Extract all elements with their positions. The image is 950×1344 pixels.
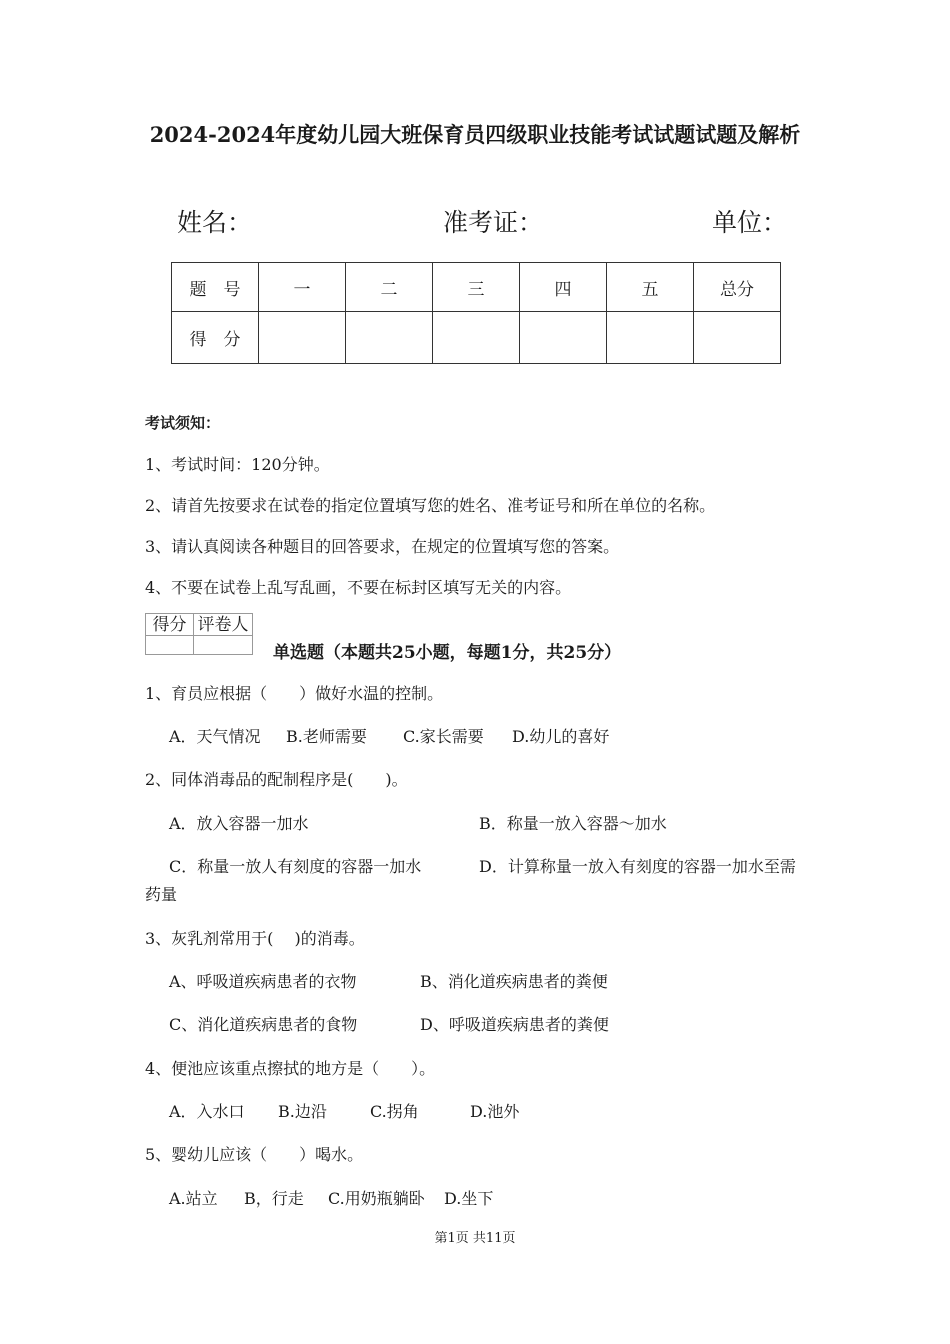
option: A．天气情况 bbox=[169, 727, 261, 746]
score-cell bbox=[259, 312, 346, 364]
unit-label: 单位： bbox=[712, 208, 788, 237]
question-stem: 2、同体消毒品的配制程序是( )。 bbox=[145, 770, 408, 789]
notice-title: 考试须知： bbox=[145, 414, 221, 432]
score-header-cell: 二 bbox=[346, 263, 433, 312]
option-continuation: 药量 bbox=[145, 885, 178, 904]
notice-item: 3、请认真阅读各种题目的回答要求，在规定的位置填写您的答案。 bbox=[145, 537, 620, 556]
page-footer: 第1页 共11页 bbox=[434, 1231, 516, 1246]
option: C.家长需要 bbox=[403, 727, 484, 746]
grader-score-cell bbox=[146, 636, 194, 655]
option: C．称量一放人有刻度的容器一加水 bbox=[169, 857, 422, 876]
option: B.边沿 bbox=[278, 1102, 327, 1121]
grader-label: 评卷人 bbox=[194, 614, 253, 636]
option: C、消化道疾病患者的食物 bbox=[169, 1015, 358, 1034]
score-cell bbox=[520, 312, 607, 364]
option: B、消化道疾病患者的粪便 bbox=[420, 972, 608, 991]
option: A、呼吸道疾病患者的衣物 bbox=[169, 972, 357, 991]
section-title: 单选题（本题共25小题，每题1分，共25分） bbox=[273, 643, 622, 663]
option: B.老师需要 bbox=[286, 727, 367, 746]
option: A.站立 bbox=[169, 1189, 218, 1208]
score-cell bbox=[346, 312, 433, 364]
document-title: 2024-2024年度幼儿园大班保育员四级职业技能考试试题试题及解析 bbox=[149, 122, 801, 147]
option: D.池外 bbox=[470, 1102, 520, 1121]
score-row-label: 得 分 bbox=[172, 312, 259, 364]
option: C.用奶瓶躺卧 bbox=[328, 1189, 425, 1208]
option: C.拐角 bbox=[370, 1102, 419, 1121]
score-header-cell: 总分 bbox=[694, 263, 781, 312]
exam-id-label: 准考证： bbox=[443, 208, 544, 237]
question-stem: 3、灰乳剂常用于( )的消毒。 bbox=[145, 929, 365, 948]
score-header-cell: 五 bbox=[607, 263, 694, 312]
option: B，行走 bbox=[244, 1189, 304, 1208]
option: D．计算称量一放入有刻度的容器一加水至需 bbox=[479, 857, 796, 876]
option: D.坐下 bbox=[444, 1189, 494, 1208]
option: A．入水口 bbox=[169, 1102, 245, 1121]
option: B．称量一放入容器～加水 bbox=[479, 814, 667, 833]
grader-box bbox=[145, 613, 253, 655]
score-header-cell: 三 bbox=[433, 263, 520, 312]
question-stem: 1、育员应根据（ ）做好水温的控制。 bbox=[145, 684, 444, 703]
score-table bbox=[171, 262, 781, 364]
question-stem: 5、婴幼儿应该（ ）喝水。 bbox=[145, 1145, 364, 1164]
question-stem: 4、便池应该重点擦拭的地方是（ ）。 bbox=[145, 1059, 436, 1078]
grader-name-cell bbox=[194, 636, 253, 655]
score-header-cell: 四 bbox=[520, 263, 607, 312]
score-cell bbox=[694, 312, 781, 364]
notice-item: 4、不要在试卷上乱写乱画，不要在标封区填写无关的内容。 bbox=[145, 578, 572, 597]
notice-item: 1、考试时间：120分钟。 bbox=[145, 455, 330, 474]
option: D.幼儿的喜好 bbox=[512, 727, 610, 746]
score-cell bbox=[433, 312, 520, 364]
score-header-cell: 题 号 bbox=[172, 263, 259, 312]
name-label: 姓名： bbox=[177, 208, 253, 237]
grader-score-label: 得分 bbox=[146, 614, 194, 636]
option: D、呼吸道疾病患者的粪便 bbox=[420, 1015, 609, 1034]
option: A．放入容器一加水 bbox=[169, 814, 309, 833]
notice-item: 2、请首先按要求在试卷的指定位置填写您的姓名、准考证号和所在单位的名称。 bbox=[145, 496, 716, 515]
score-header-cell: 一 bbox=[259, 263, 346, 312]
score-cell bbox=[607, 312, 694, 364]
